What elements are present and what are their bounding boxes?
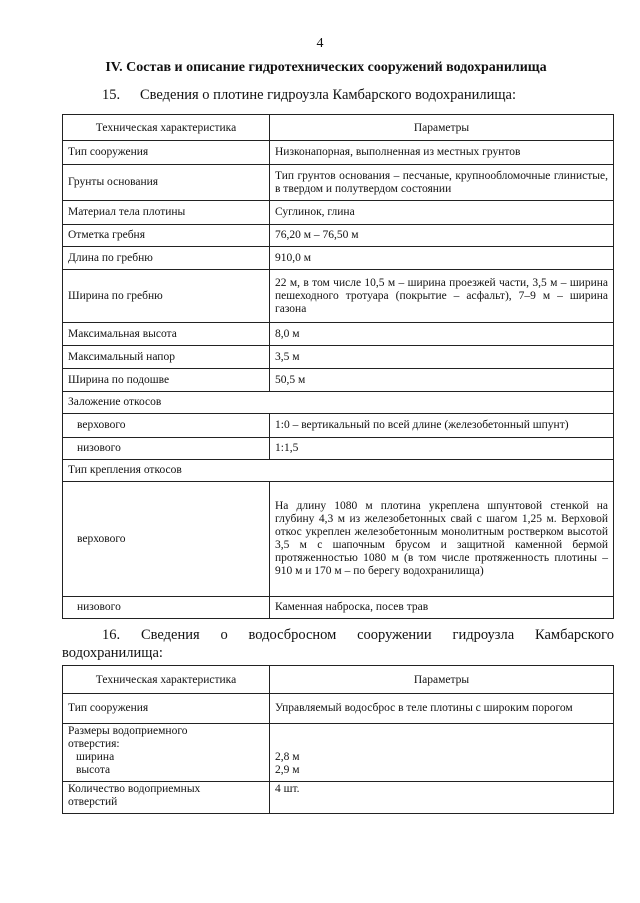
row-value: 910,0 м bbox=[270, 247, 614, 270]
section-16-title: Сведения о водосбросном сооружении гидроузла Камбарского водохранилища: bbox=[62, 627, 614, 661]
table-row bbox=[63, 346, 614, 369]
row-label: низового bbox=[63, 597, 270, 619]
section-heading: IV. Состав и описание гидротехнических сооружений водохранилища bbox=[105, 60, 547, 75]
column-header-characteristic: Техническая характеристика bbox=[63, 666, 270, 694]
section-16-intro bbox=[62, 626, 614, 662]
section-16-number: 16. bbox=[102, 627, 121, 643]
table-row bbox=[63, 270, 614, 323]
row-value: Суглинок, глина bbox=[270, 201, 614, 225]
row-value: 1:1,5 bbox=[270, 438, 614, 460]
row-label: Тип сооружения bbox=[63, 141, 270, 165]
row-label-line: отверстия: bbox=[68, 738, 120, 750]
table-row bbox=[63, 165, 614, 201]
row-value: 50,5 м bbox=[270, 369, 614, 392]
row-value: Управляемый водосброс в теле плотины с широким порогом bbox=[270, 694, 614, 724]
table-row bbox=[63, 369, 614, 392]
row-label: Тип сооружения bbox=[63, 694, 270, 724]
table-row bbox=[63, 782, 614, 814]
row-label: верхового bbox=[63, 414, 270, 438]
row-label: Грунты основания bbox=[63, 165, 270, 201]
table-row bbox=[63, 141, 614, 165]
row-label: Максимальная высота bbox=[63, 323, 270, 346]
row-value: 4 шт. bbox=[270, 782, 614, 814]
table-row bbox=[63, 414, 614, 438]
row-value: 22 м, в том числе 10,5 м – ширина проезжей части, 3,5 м – ширина пешеходного тротуара (покрытие – асфальт), 7–9 м – ширина газона bbox=[270, 270, 614, 323]
row-label-height: высота bbox=[76, 764, 111, 776]
table-row bbox=[63, 225, 614, 247]
row-label: Ширина по гребню bbox=[63, 270, 270, 323]
column-header-parameters: Параметры bbox=[270, 666, 614, 694]
row-label-width: ширина bbox=[76, 751, 115, 763]
table-row-group-heading bbox=[63, 392, 614, 414]
spillway-characteristics-table bbox=[62, 665, 614, 814]
table-row bbox=[63, 597, 614, 619]
page-number: 4 bbox=[316, 36, 324, 51]
table-row bbox=[63, 201, 614, 225]
row-value: 76,20 м – 76,50 м bbox=[270, 225, 614, 247]
section-15-intro bbox=[62, 86, 614, 104]
table-row bbox=[63, 724, 614, 782]
row-label: верхового bbox=[63, 482, 270, 597]
table-row bbox=[63, 247, 614, 270]
row-label: Материал тела плотины bbox=[63, 201, 270, 225]
row-label: Максимальный напор bbox=[63, 346, 270, 369]
table-row bbox=[63, 323, 614, 346]
row-value: Тип грунтов основания – песчаные, крупнообломочные глинистые, в твердом и полутвердом состоянии bbox=[270, 165, 614, 201]
section-15-title: Сведения о плотине гидроузла Камбарского водохранилища: bbox=[140, 87, 516, 103]
group-heading-slope-fastening: Тип крепления откосов bbox=[63, 460, 614, 482]
row-label: низового bbox=[63, 438, 270, 460]
row-value: На длину 1080 м плотина укреплена шпунтовой стенкой на глубину 4,3 м из железобетонных свай с шагом 1,25 м. Верховой откос укреплен железобетонным монолитным ростверком высотой 3,5 м с шапочным брусом и защитной каменной бермой протяженностью 1080 м (в том числе протяженность плотины – 910 м и 170 м – по берегу водохранилища) bbox=[270, 482, 614, 597]
row-label: Ширина по подошве bbox=[63, 369, 270, 392]
section-15-number: 15. bbox=[102, 87, 121, 103]
column-header-characteristic: Техническая характеристика bbox=[63, 115, 270, 141]
table-header-row bbox=[63, 115, 614, 141]
row-label bbox=[63, 724, 270, 782]
row-label bbox=[63, 782, 270, 814]
row-label-line: отверстий bbox=[68, 796, 118, 808]
row-label-line: Количество водоприемных bbox=[68, 783, 201, 795]
table-row bbox=[63, 482, 614, 597]
table-header-row bbox=[63, 666, 614, 694]
column-header-parameters: Параметры bbox=[270, 115, 614, 141]
table-row-group-heading bbox=[63, 460, 614, 482]
row-label-line: Размеры водоприемного bbox=[68, 725, 188, 737]
row-label: Отметка гребня bbox=[63, 225, 270, 247]
row-value: Низконапорная, выполненная из местных грунтов bbox=[270, 141, 614, 165]
row-value: 1:0 – вертикальный по всей длине (железобетонный шпунт) bbox=[270, 414, 614, 438]
table-row bbox=[63, 694, 614, 724]
row-value: 3,5 м bbox=[270, 346, 614, 369]
table-row bbox=[63, 438, 614, 460]
row-value-height: 2,9 м bbox=[275, 764, 300, 776]
dam-characteristics-table bbox=[62, 114, 614, 619]
group-heading-slope-ratio: Заложение откосов bbox=[63, 392, 614, 414]
row-value-width: 2,8 м bbox=[275, 751, 300, 763]
row-value bbox=[270, 724, 614, 782]
row-value: 8,0 м bbox=[270, 323, 614, 346]
row-label: Длина по гребню bbox=[63, 247, 270, 270]
row-value: Каменная наброска, посев трав bbox=[270, 597, 614, 619]
